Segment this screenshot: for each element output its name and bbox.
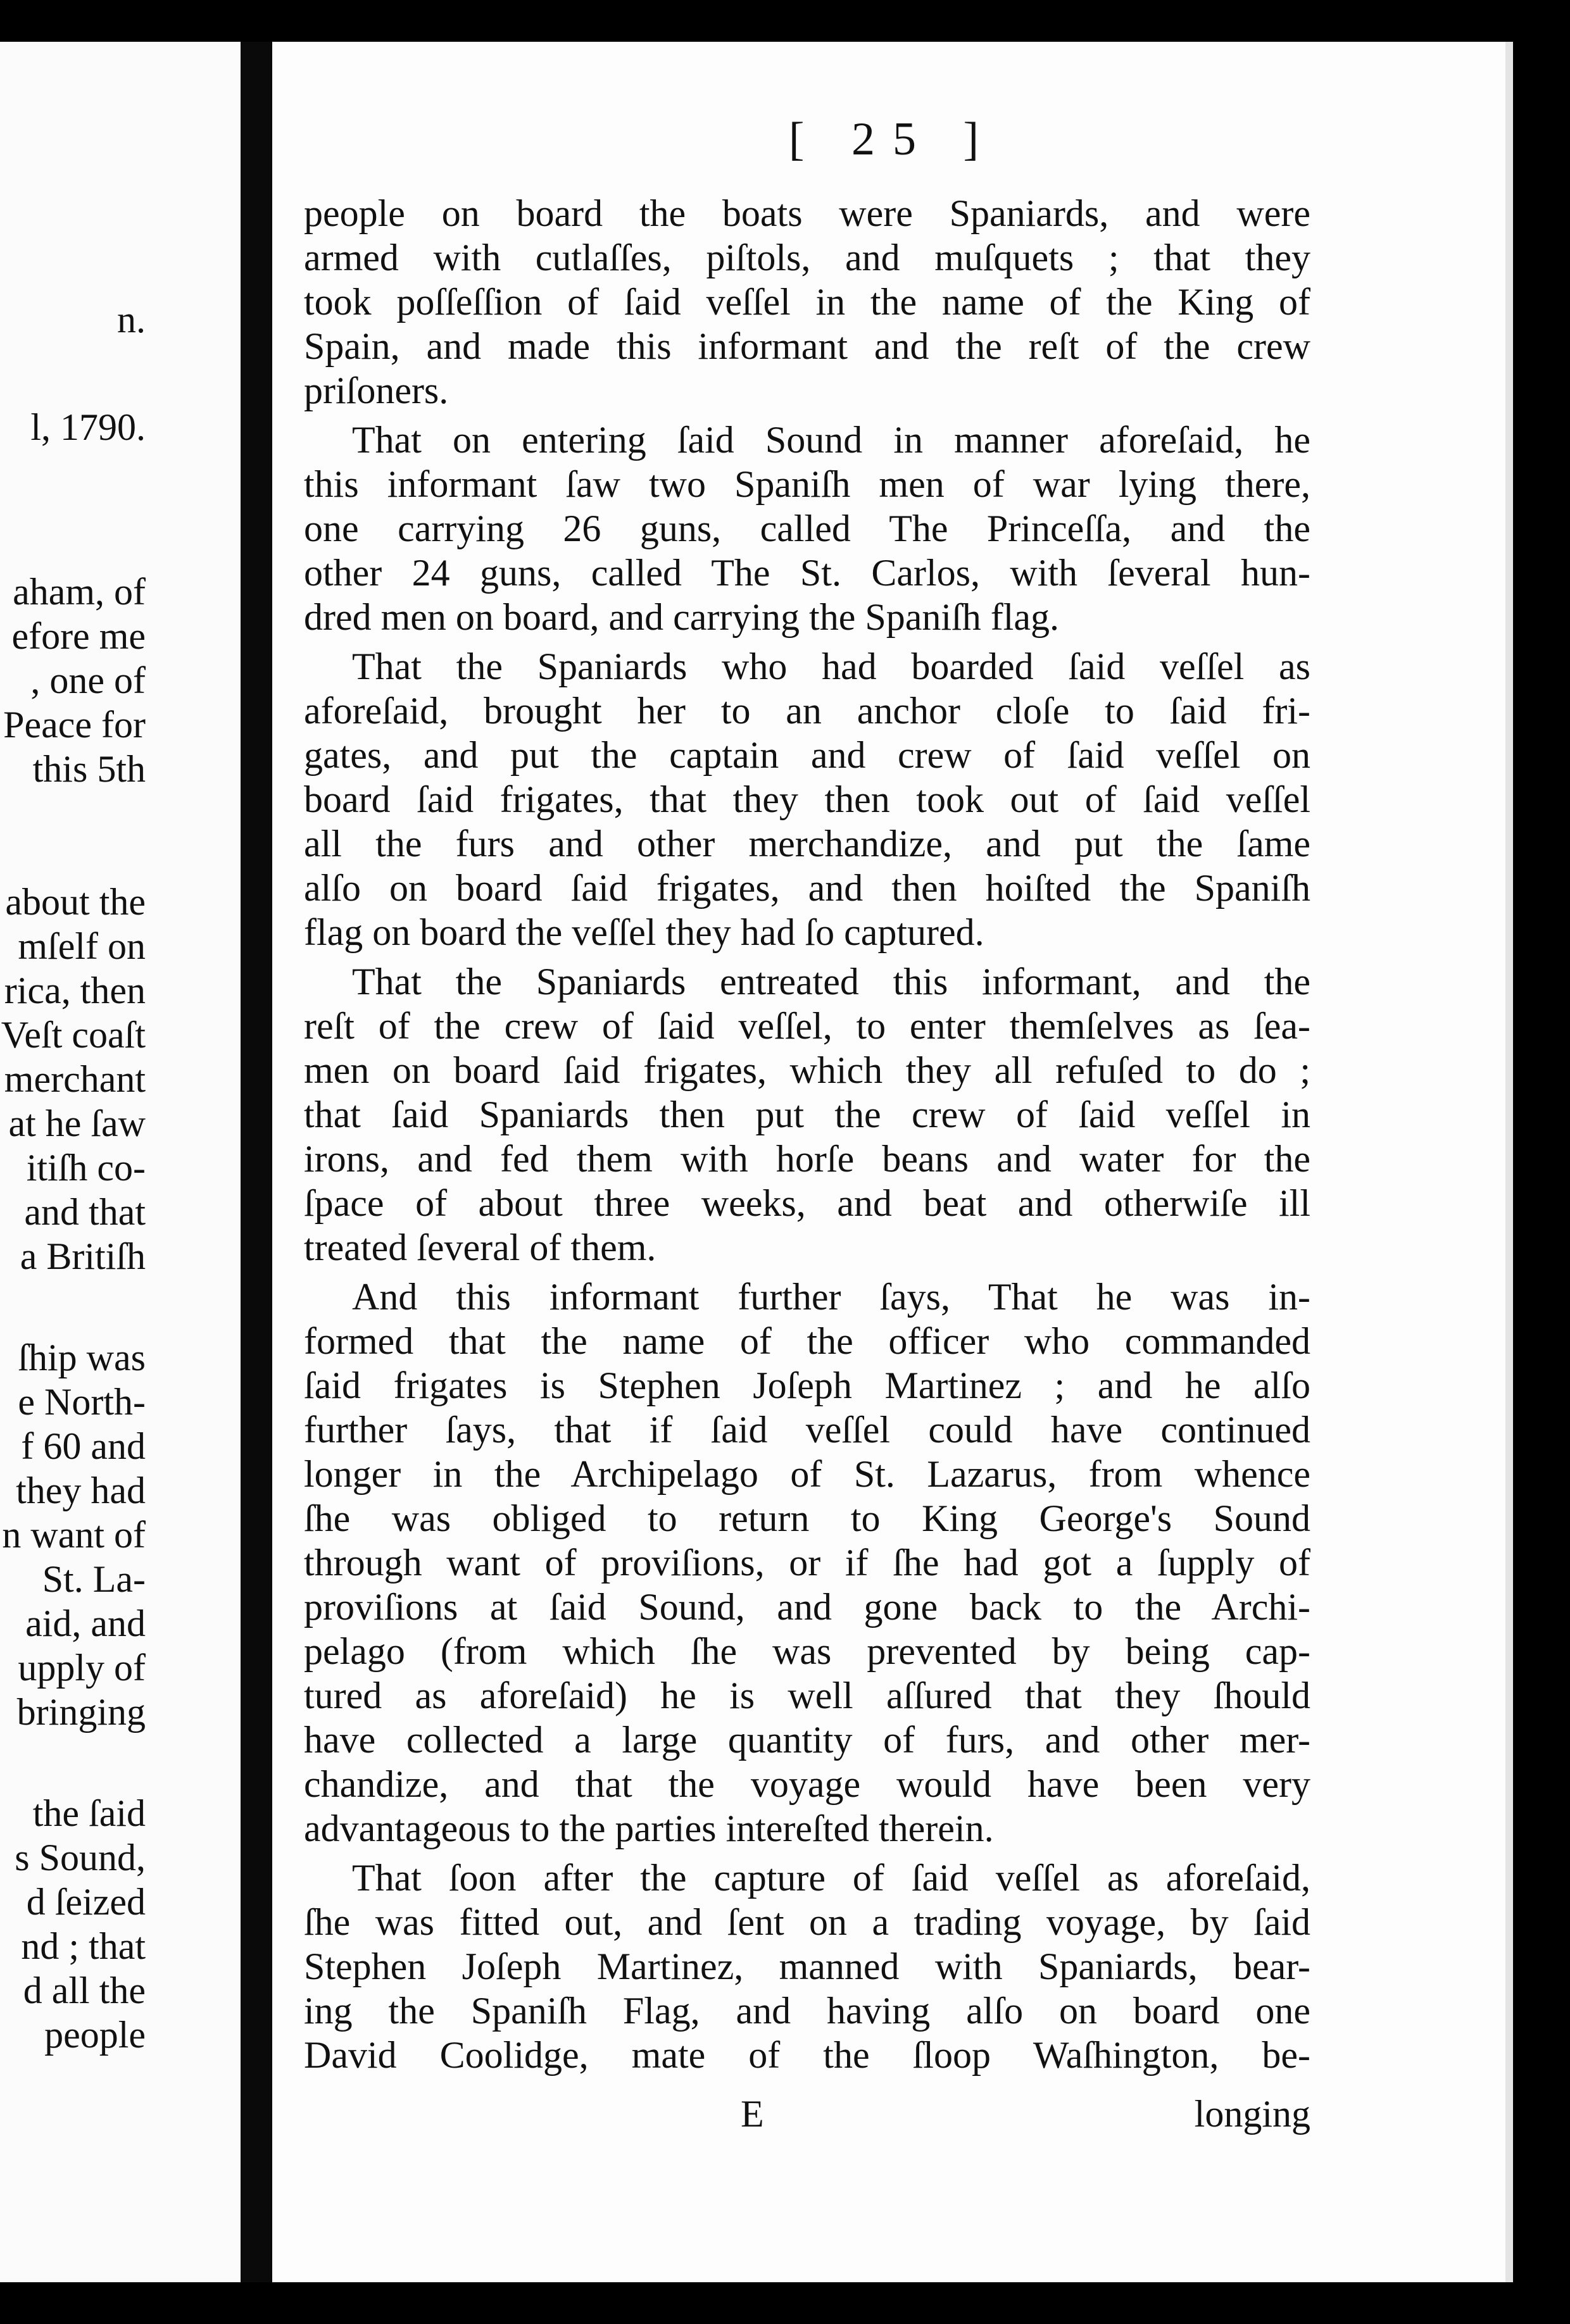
left-page-line: efore me xyxy=(11,615,146,657)
paragraph-gap xyxy=(304,639,1310,644)
left-page-line: this 5th xyxy=(32,748,146,790)
text-line: Spain, and made this informant and the reſt of the crew xyxy=(304,325,1310,367)
left-page-line: people xyxy=(44,2014,146,2056)
text-line: took poſſeſſion of ſaid veſſel in the name of the King of xyxy=(304,281,1310,323)
text-line: ſhe was obliged to return to King George's Sound xyxy=(304,1497,1310,1539)
left-page-line: n. xyxy=(117,299,146,340)
text-line: chandize, and that the voyage would have been very xyxy=(304,1763,1310,1805)
text-line: That the Spaniards entreated this informant, and the xyxy=(352,961,1310,1003)
text-line: priſoners. xyxy=(304,370,449,411)
text-line: David Coolidge, mate of the ſloop Waſhington, be- xyxy=(304,2034,1310,2076)
left-page-line: they had xyxy=(16,1470,146,1511)
previous-page-fragment xyxy=(0,42,241,2282)
page-edge xyxy=(1505,42,1513,2282)
book-page xyxy=(272,42,1513,2282)
text-line: treated ſeveral of them. xyxy=(304,1227,656,1268)
left-page-line: d ſeized xyxy=(26,1881,146,1923)
left-page-line: bringing xyxy=(16,1691,146,1733)
text-line: reſt of the crew of ſaid veſſel, to enter themſelves as ſea- xyxy=(304,1005,1310,1047)
text-line: all the furs and other merchandize, and put the ſame xyxy=(304,823,1310,865)
text-line: flag on board the veſſel they had ſo captured. xyxy=(304,911,984,953)
text-line: ing the Spaniſh Flag, and having alſo on board one xyxy=(304,1990,1310,2032)
left-page-line: aid, and xyxy=(25,1602,146,1644)
text-line: have collected a large quantity of furs, and other mer- xyxy=(304,1719,1310,1761)
left-page-line: e North- xyxy=(18,1381,146,1423)
text-line: through want of proviſions, or if ſhe had got a ſupply of xyxy=(304,1542,1310,1584)
left-page-line: l, 1790. xyxy=(30,406,146,448)
text-line: ſpace of about three weeks, and beat and otherwiſe ill xyxy=(304,1182,1310,1224)
signature-mark: E xyxy=(741,2093,764,2135)
left-page-line: about the xyxy=(5,881,146,923)
text-line: ſaid frigates is Stephen Joſeph Martinez ; and he alſo xyxy=(304,1365,1310,1406)
page-footer xyxy=(304,2092,1310,2143)
text-line: this informant ſaw two Spaniſh men of war lying there, xyxy=(304,463,1310,505)
text-line: That the Spaniards who had boarded ſaid veſſel as xyxy=(352,646,1310,687)
left-page-line: the ſaid xyxy=(32,1792,146,1834)
text-line: formed that the name of the officer who commanded xyxy=(304,1320,1310,1362)
text-line: dred men on board, and carrying the Spaniſh flag. xyxy=(304,596,1059,638)
left-page-line: rica, then xyxy=(4,970,146,1011)
text-line: And this informant further ſays, That he was in- xyxy=(352,1276,1310,1318)
paragraph-gap xyxy=(304,1851,1310,1856)
left-page-line: , one of xyxy=(30,659,146,701)
left-page-line: merchant xyxy=(4,1058,146,1100)
left-page-line: St. La- xyxy=(42,1558,146,1600)
left-page-line: Veſt coaſt xyxy=(1,1014,146,1056)
text-line: other 24 guns, called The St. Carlos, with ſeveral hun- xyxy=(304,552,1310,594)
text-line: alſo on board ſaid frigates, and then hoiſted the Spaniſh xyxy=(304,867,1310,909)
text-line: board ſaid frigates, that they then took out of ſaid veſſel xyxy=(304,778,1310,820)
catchword: longing xyxy=(1194,2093,1310,2135)
text-line: armed with cutlaſſes, piſtols, and muſquets ; that they xyxy=(304,237,1310,278)
text-line: one carrying 26 guns, called The Princeſſa, and the xyxy=(304,508,1310,549)
left-page-line: mſelf on xyxy=(18,925,146,967)
left-page-line: itiſh co- xyxy=(26,1147,146,1189)
text-line: pelago (from which ſhe was prevented by being cap- xyxy=(304,1630,1310,1672)
left-page-line: upply of xyxy=(18,1647,146,1689)
text-line: aforeſaid, brought her to an anchor cloſe to ſaid fri- xyxy=(304,690,1310,732)
paragraph-gap xyxy=(304,413,1310,418)
text-line: tured as aforeſaid) he is well aſſured that they ſhould xyxy=(304,1675,1310,1716)
text-line: ſhe was fitted out, and ſent on a trading voyage, by ſaid xyxy=(304,1901,1310,1943)
page-body xyxy=(304,191,1310,2077)
text-line: irons, and fed them with horſe beans and water for the xyxy=(304,1138,1310,1180)
text-line: longer in the Archipelago of St. Lazarus, from whence xyxy=(304,1453,1310,1495)
left-page-line: a Britiſh xyxy=(20,1235,146,1277)
paragraph-gap xyxy=(304,1270,1310,1275)
paragraph-gap xyxy=(304,954,1310,959)
text-line: That on entering ſaid Sound in manner aforeſaid, he xyxy=(352,419,1310,461)
left-page-line: aham, of xyxy=(13,571,146,613)
text-line: advantageous to the parties intereſted therein. xyxy=(304,1808,994,1849)
left-page-line: ſhip was xyxy=(18,1337,146,1378)
text-line: proviſions at ſaid Sound, and gone back to the Archi- xyxy=(304,1586,1310,1628)
text-line: gates, and put the captain and crew of ſaid veſſel on xyxy=(304,734,1310,776)
page-number: [ 25 ] xyxy=(788,113,997,165)
left-page-line: f 60 and xyxy=(21,1425,146,1467)
left-page-line: s Sound, xyxy=(15,1837,146,1878)
book-gutter xyxy=(241,42,272,2282)
left-page-line: Peace for xyxy=(3,704,146,746)
text-line: that ſaid Spaniards then put the crew of ſaid veſſel in xyxy=(304,1094,1310,1135)
text-line: people on board the boats were Spaniards, and were xyxy=(304,192,1310,234)
text-line: Stephen Joſeph Martinez, manned with Spaniards, bear- xyxy=(304,1946,1310,1987)
text-line: further ſays, that if ſaid veſſel could have continued xyxy=(304,1409,1310,1451)
left-page-line: n want of xyxy=(2,1514,146,1556)
left-page-line: and that xyxy=(24,1191,146,1233)
text-line: That ſoon after the capture of ſaid veſſel as aforeſaid, xyxy=(352,1857,1310,1899)
left-page-line: nd ; that xyxy=(21,1925,146,1967)
left-page-line: at he ſaw xyxy=(8,1103,146,1144)
left-page-line: d all the xyxy=(23,1970,146,2011)
text-line: men on board ſaid frigates, which they all refuſed to do ; xyxy=(304,1049,1310,1091)
